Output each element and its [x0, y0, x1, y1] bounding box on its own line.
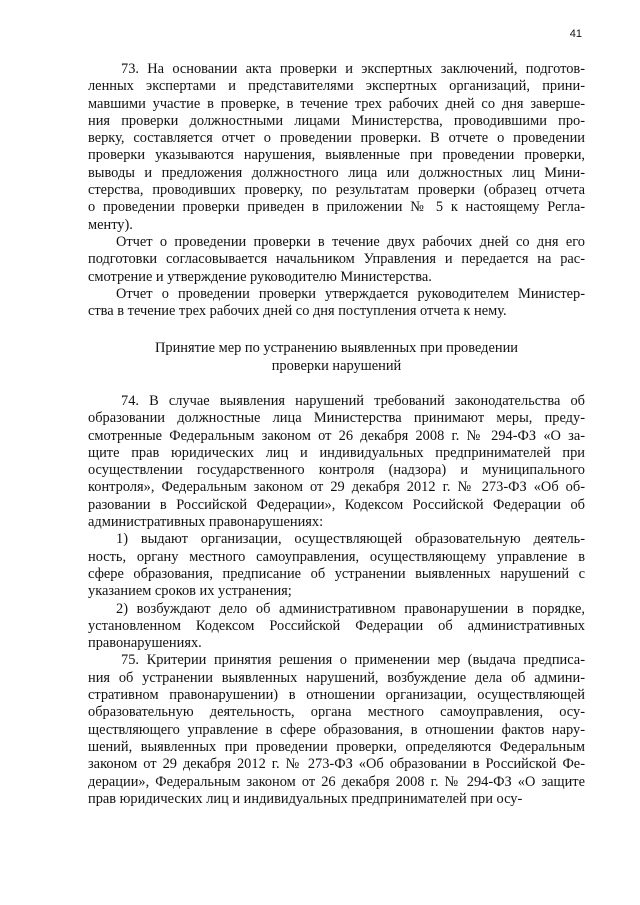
text-line: ность, органу местного самоуправления, осуществляющему управление в [88, 548, 585, 565]
text-line: смотрение и утверждение руководителю Министерства. [88, 268, 432, 285]
text-line: установленном Кодексом Российской Федерации об административных [88, 617, 585, 634]
body-text-lower [88, 393, 585, 808]
paragraph-p73 [88, 61, 585, 234]
text-line: смотренные Федеральным законом от 26 декабря 2008 г. № 294-ФЗ «О за- [88, 427, 585, 444]
text-line: осуществлении государственного контроля (надзора) и муниципального [88, 462, 585, 479]
text-line: шений, выявленных при проведении проверки, определяются Федеральным [88, 738, 585, 755]
paragraph-p73c [88, 286, 585, 321]
text-line: щите прав юридических лиц и индивидуальных предпринимателей при [88, 444, 585, 461]
text-line: дерации», Федеральным законом от 26 декабря 2008 г. № 294-ФЗ «О защите [88, 773, 585, 790]
text-line: указанием сроков их устранения; [88, 583, 292, 600]
text-line: верку, составляется отчет о проведении проверки. В отчете о проведении [88, 130, 585, 147]
text-line: о проведении проверки приведен в приложении № 5 к настоящему Регла- [88, 199, 585, 216]
text-line: прав юридических лиц и индивидуальных предпринимателей при осу- [88, 790, 523, 807]
text-line: законом от 29 декабря 2012 г. № 273-ФЗ «Об образовании в Российской Фе- [88, 756, 585, 773]
text-line: образовании должностные лица Министерства принимают меры, преду- [88, 410, 585, 427]
text-line: ния об устранении выявленных нарушений, возбуждение дела об админи- [88, 669, 585, 686]
paragraph-p74_1 [88, 531, 585, 600]
section-heading-line: проверки нарушений [271, 358, 402, 374]
text-line: ществляющего управление в сфере образования, в отношении фактов нару- [88, 721, 585, 738]
text-line: 73. На основании акта проверки и экспертных заключений, подготов- [121, 61, 585, 77]
text-line: правонарушениях. [88, 635, 202, 652]
section-heading [88, 339, 585, 375]
text-line: стративном правонарушении) в отношении организации, осуществляющей [88, 687, 585, 704]
text-line: Отчет о проведении проверки утверждается руководителем Министер- [116, 285, 585, 302]
text-line: 75. Критерии принятия решения о применении мер (выдача предписа- [121, 652, 585, 669]
text-line: ленных экспертами и представителями экспертных организаций, прини- [88, 78, 585, 95]
paragraph-p75 [88, 652, 585, 808]
text-line: разовании в Российской Федерации», Кодексом Российской Федерации об [88, 496, 585, 513]
page-number: 41 [569, 28, 582, 40]
text-line: проверки указываются нарушения, выявленные при проведении проверки, [88, 147, 585, 164]
text-line: менту). [88, 216, 133, 233]
text-line: ния проверки должностными лицами Министерства, проводившими про- [88, 112, 585, 129]
text-line: ства в течение трех рабочих дней со дня поступления отчета к нему. [88, 303, 507, 320]
section-heading-line: Принятие мер по устранению выявленных при проведении [155, 340, 518, 356]
body-text-upper [88, 61, 585, 320]
text-line: административных правонарушениях: [88, 514, 324, 531]
text-line: выводы и предложения должностного лица или должностных лиц Мини- [88, 164, 585, 181]
text-line: подготовки согласовывается начальником Управления и передается на рас- [88, 251, 585, 268]
text-line: сфере образования, предписание об устранении выявленных нарушений с [88, 565, 585, 582]
text-line: контроля», Федеральным законом от 29 декабря 2012 г. № 273-ФЗ «Об об- [88, 479, 585, 496]
text-line: 2) возбуждают дело об административном правонарушении в порядке, [116, 600, 585, 617]
text-line: мавшими участие в проверке, в течение трех рабочих дней со дня заверше- [88, 95, 585, 112]
paragraph-p74 [88, 393, 585, 531]
text-line: 74. В случае выявления нарушений требований законодательства об [121, 393, 585, 409]
text-line: стерства, проводивших проверку, по результатам проверки (образец отчета [88, 182, 585, 199]
paragraph-p74_2 [88, 601, 585, 653]
text-line: 1) выдают организации, осуществляющей образовательную деятель- [116, 531, 585, 548]
text-line: Отчет о проведении проверки в течение двух рабочих дней со дня его [116, 233, 585, 250]
text-line: образовательную деятельность, органа местного самоуправления, осу- [88, 704, 585, 721]
paragraph-p73b [88, 234, 585, 286]
